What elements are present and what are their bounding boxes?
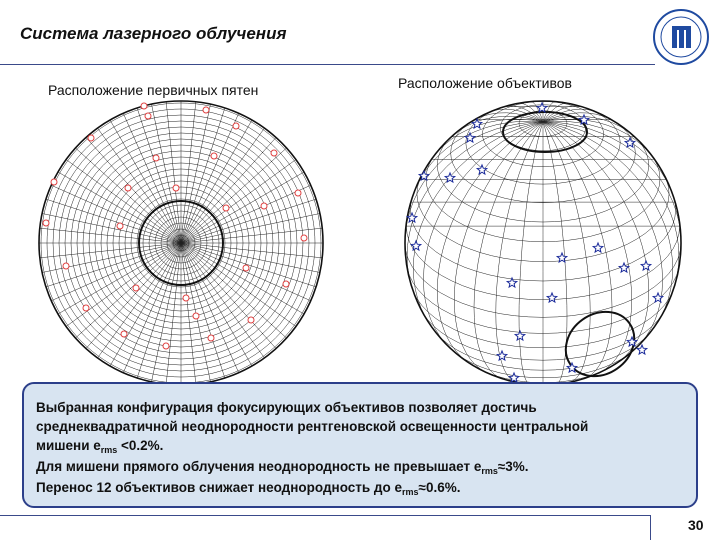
top-lens-cluster-ellipse [503,112,587,152]
primary-spot-marker [301,235,307,241]
lenses-sphere [402,98,684,388]
slide-title: Система лазерного облучения [20,24,287,43]
note-line-1: Выбранная конфигурация фокусирующих объективов позволяет достичь [36,400,537,415]
primary-spot-marker [193,313,199,319]
primary-spot-marker [203,107,209,113]
primary-spots-sphere [36,98,326,388]
page-number: 30 [688,517,704,533]
lens-star-marker [497,351,507,360]
primary-spot-marker [163,343,169,349]
primary-spot-marker [51,179,57,185]
lens-star-marker [593,243,603,252]
primary-spot-marker [88,135,94,141]
lens-star-marker [477,165,487,174]
primary-spot-marker [173,185,179,191]
primary-spot-marker [283,281,289,287]
primary-spot-marker [117,223,123,229]
primary-spot-marker [83,305,89,311]
primary-spot-marker [295,190,301,196]
primary-spot-marker [208,335,214,341]
primary-spots-caption: Расположение первичных пятен [48,82,259,98]
lenses-caption: Расположение объективов [398,75,572,91]
primary-spot-marker [248,317,254,323]
primary-spot-marker [233,123,239,129]
primary-spot-marker [43,220,49,226]
footer-divider [0,515,650,516]
primary-spot-marker [153,155,159,161]
primary-spot-marker [183,295,189,301]
primary-spot-marker [271,150,277,156]
primary-spot-marker [223,205,229,211]
note-line-2: среднеквадратичной неоднородности рентгеновской освещенности центральной [36,419,589,434]
primary-spot-marker [121,331,127,337]
institute-logo [652,8,710,66]
primary-spot-marker [261,203,267,209]
primary-spot-marker [133,285,139,291]
primary-spot-marker [145,113,151,119]
lens-star-marker [547,293,557,302]
lens-star-marker [619,263,629,272]
primary-spot-marker [125,185,131,191]
page-number-separator [650,515,651,540]
primary-spot-marker [141,103,147,109]
lens-star-marker [625,138,635,147]
primary-spot-marker [243,265,249,271]
lens-star-marker [407,213,417,222]
note-line-4: Для мишени прямого облучения неоднородность не превышает $e_{rms}\approx 3\%$. [36,459,529,476]
note-line-3: мишени $e_{rms} <0.2\%$. [36,438,164,455]
conclusion-note [22,382,698,508]
note-line-5: Перенос 12 объективов снижает неоднородность до $e_{rms}\approx 0.6\%$. [36,480,461,497]
primary-spot-marker [63,263,69,269]
lens-star-marker [641,261,651,270]
title-divider [0,64,655,65]
lens-star-marker [465,133,475,142]
primary-spot-marker [211,153,217,159]
